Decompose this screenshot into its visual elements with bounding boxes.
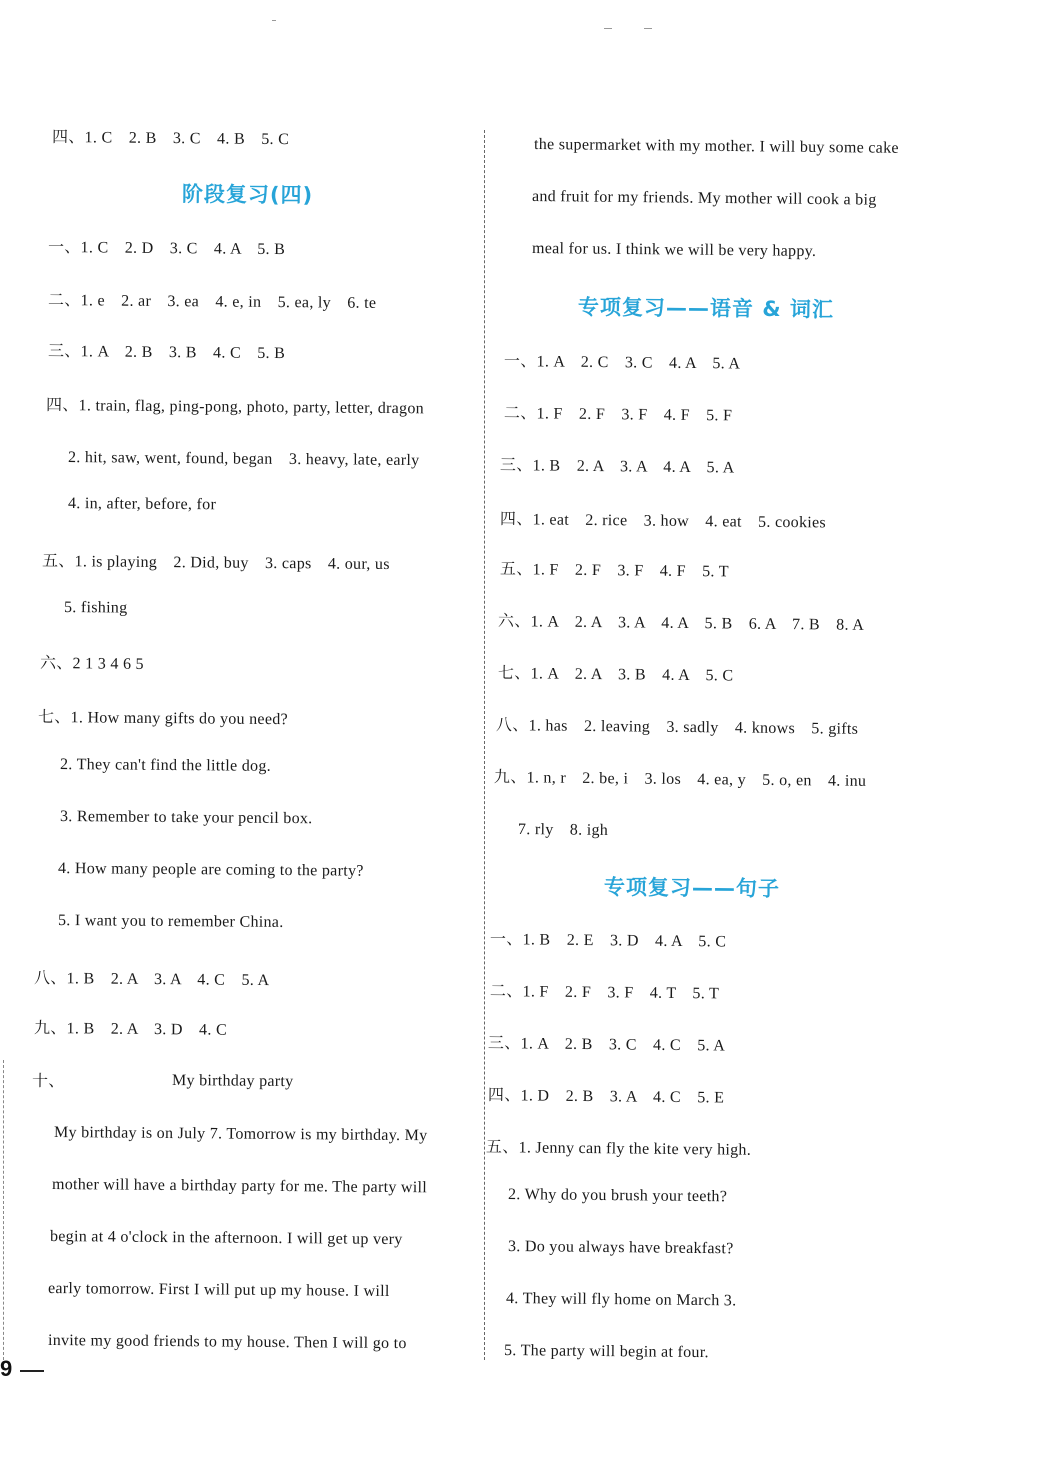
- answer-line: 5. I want you to remember China.: [57, 912, 284, 931]
- answer-line: 一、1. A 2. C 3. C 4. A 5. A: [503, 353, 741, 373]
- answer-line: 三、1. A 2. B 3. B 4. C 5. B: [47, 343, 286, 363]
- answer-line: 4. How many people are coming to the party?: [57, 860, 364, 880]
- page-number: 9: [0, 1356, 13, 1381]
- section-heading: 专项复习——语音 & 词汇: [577, 295, 835, 322]
- answer-line: 四、1. C 2. B 3. C 4. B 5. C: [51, 129, 290, 149]
- answer-line: 2. Why do you brush your teeth?: [507, 1186, 728, 1206]
- section-heading: 专项复习——句子: [603, 875, 781, 901]
- answer-line: 2. hit, saw, went, found, began 3. heavy, late, early: [67, 449, 420, 470]
- answer-line: 4. They will fly home on March 3.: [505, 1290, 737, 1310]
- answer-line: meal for us. I think we will be very happy.: [531, 240, 817, 260]
- answer-line: 4. in, after, before, for: [67, 495, 217, 514]
- answer-line: 2. They can't find the little dog.: [59, 756, 272, 775]
- answer-line: early tomorrow. First I will put up my house. I will: [47, 1280, 390, 1300]
- answer-line: 四、1. eat 2. rice 3. how 4. eat 5. cookies: [499, 511, 827, 532]
- answer-line: 七、1. How many gifts do you need?: [37, 709, 289, 729]
- section-heading: 阶段复习(四): [181, 182, 314, 208]
- answer-line: 二、1. F 2. F 3. F 4. F 5. F: [503, 405, 733, 425]
- answer-line: 六、2 1 3 4 6 5: [39, 655, 144, 673]
- answer-line: invite my good friends to my house. Then I will go to: [47, 1332, 407, 1353]
- answer-line: 七、1. A 2. A 3. B 4. A 5. C: [497, 665, 734, 685]
- answer-line: 7. rly 8. igh: [517, 821, 609, 839]
- answer-line: 六、1. A 2. A 3. A 4. A 5. B 6. A 7. B 8. A: [497, 613, 865, 634]
- answer-line: 5. fishing: [63, 599, 128, 617]
- answer-line: 一、1. B 2. E 3. D 4. A 5. C: [489, 931, 727, 951]
- answer-line: My birthday is on July 7. Tomorrow is my birthday. My: [53, 1124, 428, 1145]
- answer-line: 一、1. C 2. D 3. C 4. A 5. B: [47, 239, 286, 259]
- answer-line: 三、1. A 2. B 3. C 4. C 5. A: [487, 1035, 726, 1055]
- answer-line: and fruit for my friends. My mother will cook a big: [531, 188, 877, 209]
- answer-line: 五、1. is playing 2. Did, buy 3. caps 4. our, us: [41, 553, 390, 574]
- answer-line: the supermarket with my mother. I will buy some cake: [533, 136, 899, 157]
- answer-line: 八、1. has 2. leaving 3. sadly 4. knows 5. gifts: [495, 717, 859, 738]
- answer-line: 九、1. B 2. A 3. D 4. C: [33, 1020, 228, 1039]
- column-divider: [484, 130, 485, 1360]
- answer-line: 十、: [31, 1073, 65, 1091]
- answer-line: 3. Do you always have breakfast?: [507, 1238, 734, 1258]
- scan-speck: [644, 28, 652, 29]
- scan-speck: [272, 20, 276, 21]
- answer-line: 三、1. B 2. A 3. A 4. A 5. A: [499, 457, 735, 477]
- answer-line: mother will have a birthday party for me. The party will: [51, 1176, 428, 1197]
- answer-line: 四、1. train, flag, ping-pong, photo, party, letter, dragon: [45, 397, 425, 418]
- page-number-dash: [20, 1370, 44, 1372]
- answer-line: 五、1. Jenny can fly the kite very high.: [485, 1139, 752, 1159]
- answer-line: 五、1. F 2. F 3. F 4. F 5. T: [499, 561, 729, 581]
- answer-line: 九、1. n, r 2. be, i 3. los 4. ea, y 5. o, en 4. inu: [493, 769, 867, 790]
- page-edge-line: [3, 1060, 4, 1360]
- answer-line: 八、1. B 2. A 3. A 4. C 5. A: [33, 970, 270, 990]
- answer-line: 3. Remember to take your pencil box.: [59, 808, 313, 828]
- answer-line: 二、1. F 2. F 3. F 4. T 5. T: [489, 983, 720, 1003]
- answer-line: My birthday party: [171, 1072, 294, 1091]
- scan-speck: [604, 28, 612, 29]
- answer-line: 5. The party will begin at four.: [503, 1342, 709, 1362]
- answer-line: 二、1. e 2. ar 3. ea 4. e, in 5. ea, ly 6. te: [47, 292, 377, 312]
- answer-line: begin at 4 o'clock in the afternoon. I will get up very: [49, 1228, 403, 1249]
- answer-line: 四、1. D 2. B 3. A 4. C 5. E: [487, 1087, 725, 1107]
